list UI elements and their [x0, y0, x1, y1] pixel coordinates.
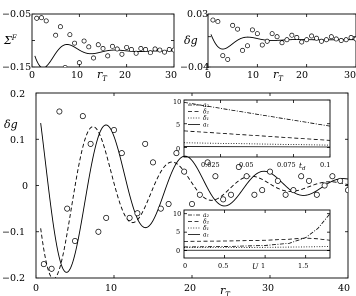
series-line-dashed: [184, 131, 330, 141]
data-point: [255, 32, 259, 36]
data-point: [267, 169, 272, 174]
legend-label: δ₂: [203, 218, 210, 226]
data-point: [260, 43, 264, 47]
y-tick-label: −0.1: [2, 227, 26, 238]
x-axis-label: $r_T$: [97, 68, 107, 83]
legend: [188, 212, 210, 239]
y-tick-label: 5: [176, 121, 181, 129]
data-point: [244, 174, 249, 179]
series-line-dashed: [184, 238, 330, 241]
data-point: [119, 151, 124, 156]
x-axis-label: U: [252, 262, 259, 271]
data-point: [135, 211, 140, 216]
data-point: [96, 43, 100, 47]
data-point: [82, 39, 86, 43]
data-point: [150, 160, 155, 165]
y-axis-label: $\Sigma^F$: [4, 34, 17, 47]
data-point: [57, 109, 62, 114]
data-point: [182, 169, 187, 174]
data-point: [291, 188, 296, 193]
data-point: [58, 25, 62, 29]
data-point: [280, 41, 284, 45]
axes-frame: [32, 14, 174, 67]
data-point: [306, 178, 311, 183]
inset-lower: [173, 210, 330, 271]
data-point: [44, 19, 48, 23]
panel-top-right: [180, 9, 356, 83]
x-tick-label: 0.075: [277, 161, 296, 169]
x-tick-label: 0.05: [239, 161, 254, 169]
data-point: [101, 46, 105, 50]
y-tick-label: 10: [173, 210, 182, 218]
data-point: [167, 47, 171, 51]
data-point: [39, 16, 43, 20]
data-point: [63, 65, 67, 69]
data-point: [158, 206, 163, 211]
data-point: [324, 38, 328, 42]
series-group: [211, 18, 356, 62]
data-point: [250, 28, 254, 32]
panel-top-left: [2, 9, 177, 84]
data-point: [349, 35, 353, 39]
x-tick-label: 0: [183, 262, 188, 270]
data-point: [228, 192, 233, 197]
data-point: [319, 39, 323, 43]
y-tick-label: −0.2: [2, 273, 26, 284]
data-point: [339, 38, 343, 42]
data-point: [127, 215, 132, 220]
y-tick-label: 0: [176, 145, 181, 153]
legend-label: a₁: [203, 121, 209, 129]
data-point: [245, 44, 249, 48]
x-tick-label: 0.1: [320, 161, 331, 169]
data-point: [91, 56, 95, 60]
data-point: [226, 57, 230, 61]
legend-label: δ₁: [203, 115, 210, 122]
y-tick-label: −0.04: [180, 62, 210, 73]
data-point: [162, 50, 166, 54]
legend: [188, 102, 210, 129]
data-point: [87, 45, 91, 49]
data-point: [49, 266, 54, 271]
x-axis-label: $t_d$: [299, 161, 306, 172]
data-point: [211, 18, 215, 22]
x-axis-label-sub: T: [225, 291, 230, 296]
data-point: [197, 192, 202, 197]
data-point: [344, 38, 348, 42]
data-point: [129, 47, 133, 51]
legend-label: δ₂: [203, 108, 210, 116]
data-point: [285, 38, 289, 42]
data-point: [139, 46, 143, 50]
data-point: [252, 192, 257, 197]
data-point: [221, 54, 225, 58]
y-tick-label: 0.1: [10, 135, 26, 146]
data-point: [104, 215, 109, 220]
data-point: [120, 52, 124, 56]
data-point: [54, 33, 58, 37]
data-point: [305, 38, 309, 42]
data-point: [213, 174, 218, 179]
x-tick-label: 0.5: [218, 262, 229, 270]
data-point: [153, 47, 157, 51]
x-axis-label: $r_T$: [220, 284, 231, 296]
x-tick-label: 40: [338, 283, 351, 294]
data-point: [68, 33, 72, 37]
data-point: [231, 23, 235, 27]
data-point: [310, 34, 314, 38]
y-axis-label: δg: [4, 118, 18, 131]
legend-label: a₂: [203, 212, 209, 219]
data-point: [295, 35, 299, 39]
x-tick-label: 20: [296, 70, 309, 81]
data-point: [166, 201, 171, 206]
data-point: [265, 39, 269, 43]
data-point: [49, 80, 53, 84]
data-point: [322, 183, 327, 188]
y-tick-label: −0.15: [2, 62, 32, 73]
y-tick-label: −0.05: [2, 9, 32, 20]
data-point: [330, 174, 335, 179]
data-point: [240, 48, 244, 52]
y-tick-label: 0: [176, 247, 181, 255]
x-tick-label: 10: [71, 70, 84, 81]
data-point: [300, 40, 304, 44]
x-tick-label: 0.025: [201, 161, 220, 169]
data-point: [172, 48, 176, 52]
data-point: [275, 178, 280, 183]
data-point: [80, 114, 85, 119]
data-point: [111, 127, 116, 132]
x-tick-label: 0: [29, 70, 36, 81]
x-axis-label: $r_T$: [273, 68, 283, 83]
data-point: [144, 47, 148, 51]
y-tick-label: 0.03: [187, 9, 209, 20]
data-point: [334, 37, 338, 41]
plot-area: [36, 93, 351, 279]
data-point: [216, 19, 220, 23]
data-point: [338, 178, 343, 183]
data-point: [329, 35, 333, 39]
data-point: [115, 47, 119, 51]
x-axis-label-sub: d: [302, 166, 306, 172]
data-point: [65, 206, 70, 211]
data-point: [299, 174, 304, 179]
data-point: [35, 16, 39, 20]
data-point: [221, 197, 226, 202]
data-point: [236, 27, 240, 31]
x-tick-label: 30: [262, 283, 275, 294]
data-point: [148, 51, 152, 55]
x-tick-label: 1: [261, 262, 266, 270]
data-point: [110, 44, 114, 48]
y-axis-label: δg: [184, 34, 198, 47]
data-point: [125, 45, 129, 49]
data-point: [345, 188, 350, 193]
data-point: [290, 33, 294, 37]
y-tick-label: 0.2: [10, 89, 26, 100]
data-point: [314, 192, 319, 197]
x-tick-label: 0: [205, 70, 212, 81]
series-group: [35, 16, 176, 84]
data-point: [88, 141, 93, 146]
data-point: [158, 48, 162, 52]
data-point: [314, 36, 318, 40]
legend-label: a₁: [203, 231, 209, 239]
x-tick-label: 30: [165, 70, 178, 81]
data-point: [73, 41, 77, 45]
legend-label: δ₁: [203, 225, 210, 232]
x-tick-label: 0: [33, 283, 40, 294]
plot-area: [208, 14, 356, 67]
data-point: [189, 201, 194, 206]
y-tick-label: 5: [176, 228, 181, 236]
x-tick-label: 1.5: [298, 262, 309, 270]
x-axis-label-sub: T: [102, 75, 107, 83]
x-tick-label: 10: [105, 283, 118, 294]
x-tick-label: 20: [119, 70, 132, 81]
data-point: [270, 32, 274, 36]
legend-label: a₂: [203, 102, 209, 109]
plot-area: [32, 14, 176, 84]
series-line-dotted: [184, 143, 330, 145]
data-point: [275, 35, 279, 39]
y-tick-label: 0: [22, 181, 29, 192]
inset-upper: [173, 98, 330, 172]
data-point: [134, 51, 138, 55]
x-tick-label: 30: [344, 70, 356, 81]
data-point: [96, 229, 101, 234]
data-point: [72, 238, 77, 243]
data-point: [106, 54, 110, 58]
data-point: [260, 188, 265, 193]
y-axis-label-sup: F: [11, 34, 17, 42]
x-tick-label: 10: [247, 70, 260, 81]
x-tick-label: 20: [184, 283, 197, 294]
x-axis-label-sub: T: [278, 75, 283, 83]
y-tick-label: 10: [173, 98, 182, 106]
data-point: [283, 192, 288, 197]
data-point: [143, 141, 148, 146]
series-group: [41, 109, 351, 279]
data-point: [41, 262, 46, 267]
